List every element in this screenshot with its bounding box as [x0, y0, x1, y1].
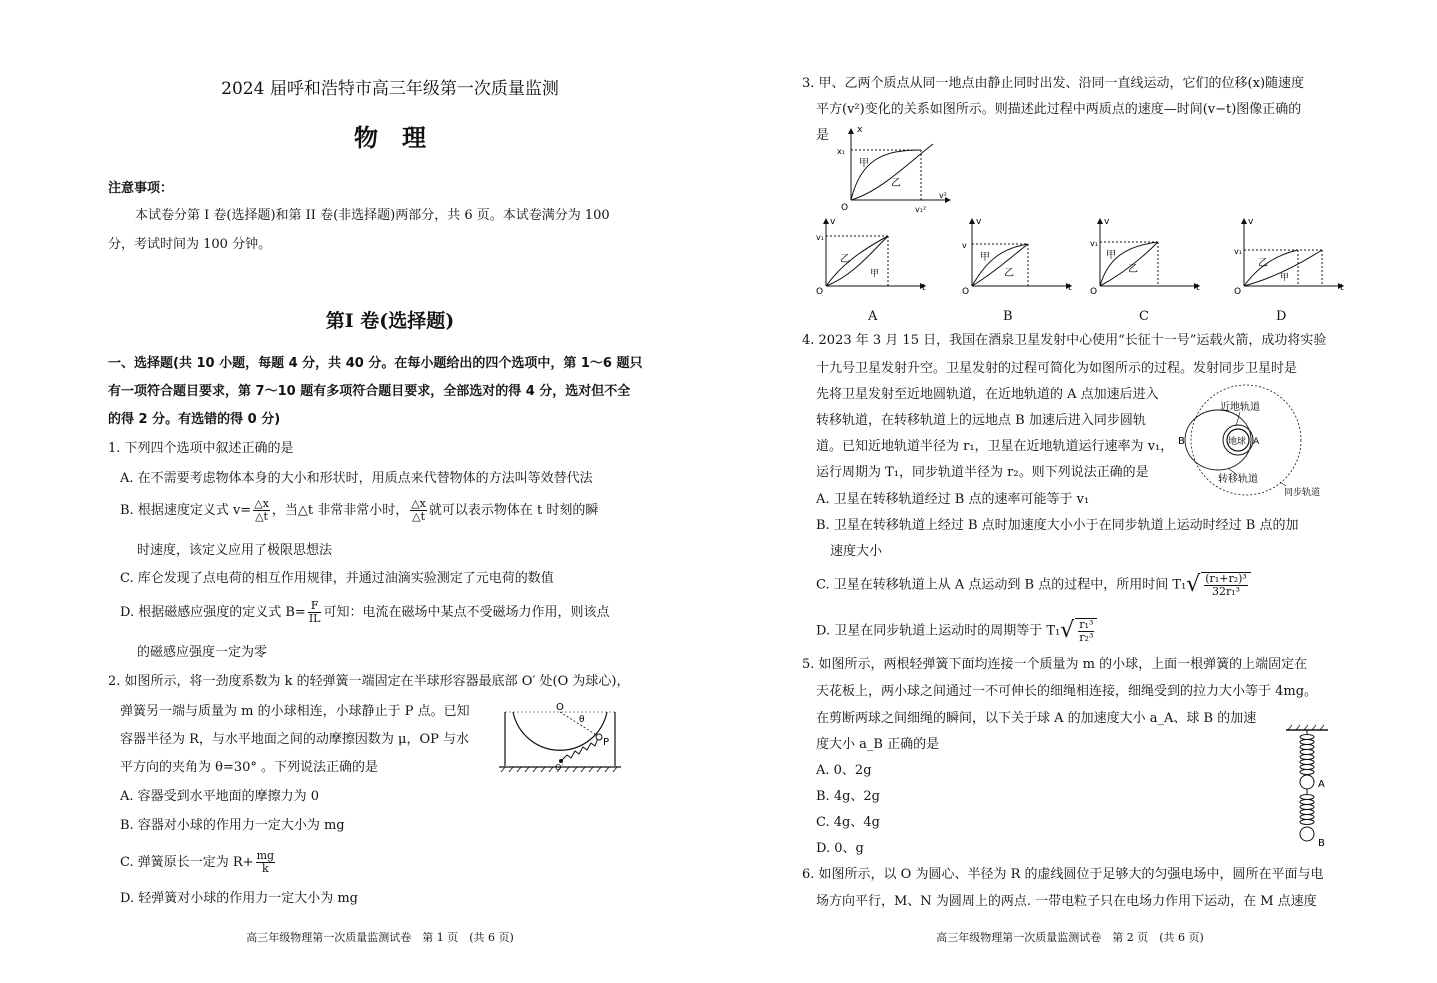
label-yi: 乙 [1258, 258, 1268, 269]
q4-line-3: 先将卫星发射至近地圆轨道，在近地轨道的 A 点加速后进入 [816, 387, 1159, 402]
q4-option-c [816, 572, 1251, 598]
label-transfer-orbit: 转移轨道 [1218, 474, 1258, 485]
label-jia: 甲 [859, 158, 869, 169]
q3-line-1: 3. 甲、乙两个质点从同一地点由静止同时出发、沿同一直线运动，它们的位移(x)随速度 [802, 76, 1305, 91]
q4-option-d [816, 618, 1097, 644]
q2-option-c [120, 850, 277, 875]
q4-line-6: 运行周期为 T₁，同步轨道半径为 r₂。则下列说法正确的是 [816, 465, 1149, 480]
notice-line-2: 分，考试时间为 100 分钟。 [108, 237, 272, 252]
q5-option-d: D. 0、g [816, 841, 864, 856]
q1-b-post: 就可以表示物体在 t 时刻的瞬 [428, 503, 599, 518]
q5-option-c: C. 4g、4g [816, 815, 880, 830]
fraction-dx-dt-2 [410, 498, 427, 523]
q2-line-1: 2. 如图所示，将一劲度系数为 k 的轻弹簧一端固定在半球形容器最底部 O′ 处(O 为球心)， [108, 674, 630, 689]
q1-stem: 1. 下列四个选项中叙述正确的是 [108, 441, 294, 456]
radical-sign: √ [1186, 572, 1201, 597]
footer-page-1: 高三年级物理第一次质量监测试卷 第 1 页 (共 6 页) [246, 931, 514, 944]
sqrt-body [1201, 572, 1251, 598]
q2-line-4: 平方向的夹角为 θ=30° 。下列说法正确的是 [120, 760, 379, 775]
q1-option-a: A. 在不需要考虑物体本身的大小和形状时，用质点来代替物体的方法叫等效替代法 [120, 471, 593, 486]
label-v1: v₁ [816, 233, 824, 242]
label-jia: 甲 [1106, 250, 1116, 261]
label-yi: 乙 [1128, 264, 1138, 275]
q3-line-3: 是 [816, 128, 830, 143]
section-title: 第I 卷(选择题) [325, 310, 455, 332]
fig-label-p: P [603, 737, 610, 748]
q1-option-d-line2: 的磁感应强度一定为零 [137, 645, 268, 660]
label-v1: v₁ [1090, 239, 1098, 248]
q4-orbit-figure [1178, 382, 1328, 500]
label-yi: 乙 [1004, 268, 1014, 279]
q3-option-b-graph [958, 214, 1078, 294]
label-jia: 甲 [870, 269, 880, 279]
q3-label-a: A [868, 309, 878, 324]
fraction [1078, 619, 1094, 644]
q3-x-v2-graph [835, 122, 955, 214]
fig-label-o-prime: O′ [555, 763, 564, 772]
q2-c-pre: C. 弹簧原长一定为 R+ [120, 855, 254, 870]
sqrt-body [1075, 618, 1097, 644]
notice-line-1: 本试卷分第 I 卷(选择题)和第 II 卷(非选择题)两部分，共 6 页。本试卷满分为 100 [135, 208, 610, 223]
axis-v: v [830, 217, 836, 227]
fig-label-o: O [556, 702, 564, 713]
axis-x: x [857, 125, 863, 135]
label-jia: 甲 [1280, 273, 1290, 283]
instruction-line-2: 有一项符合题目要求，第 7～10 题有多项符合题目要求，全部选对的得 4 分，选对但不全 [108, 384, 631, 399]
axis-v: v [1104, 217, 1110, 227]
q1-option-b [120, 498, 598, 523]
q4-line-1: 4. 2023 年 3 月 15 日，我国在酒泉卫星发射中心使用“长征十一号”运载火箭，成功将实验 [802, 333, 1327, 348]
label-ball-b: B [1318, 838, 1325, 849]
q4-c-pre: C. 卫星在转移轨道上从 A 点运动到 B 点的过程中，所用时间 T₁ [816, 577, 1187, 593]
frac-den: r₂³ [1079, 631, 1094, 644]
q4-option-a: A. 卫星在转移轨道经过 B 点的速率可能等于 v₁ [816, 492, 1090, 507]
label-ball-a: A [1318, 779, 1325, 790]
q3-option-d-graph [1230, 214, 1350, 294]
fraction [1204, 573, 1248, 598]
q1-d-post: 可知：电流在磁场中某点不受磁场力作用，则该点 [323, 605, 610, 620]
notice-heading: 注意事项： [108, 181, 174, 196]
label-point-a: A [1253, 437, 1260, 447]
origin-o: O [816, 287, 824, 294]
fraction-dx-dt [253, 498, 270, 523]
q4-d-pre: D. 卫星在同步轨道上运动时的周期等于 T₁ [816, 623, 1061, 639]
q4-line-2: 十九号卫星发射升空。卫星发射的过程可简化为如图所示的过程。发射同步卫星时是 [816, 361, 1298, 376]
axis-t: t [1196, 283, 1200, 293]
axis-t: t [1068, 283, 1072, 293]
origin-o: O [1090, 287, 1098, 294]
q5-line-2: 天花板上，两小球之间通过一不可伸长的细绳相连接，细绳受到的拉力大小等于 4mg。 [816, 684, 1318, 699]
q2-line-3: 容器半径为 R，与水平地面之间的动摩擦因数为 μ，OP 与水 [120, 732, 470, 747]
q1-b-mid: ，当△t 非常非常小时， [271, 503, 409, 518]
frac-num: (r₁+r₂)³ [1205, 572, 1247, 585]
q1-d-pre: D. 根据磁感应强度的定义式 B= [120, 605, 306, 620]
frac-den: △t [412, 510, 425, 523]
q2-option-b: B. 容器对小球的作用力一定大小为 mg [120, 818, 345, 833]
q3-label-b: B [1003, 309, 1013, 324]
q5-line-3: 在剪断两球之间细绳的瞬间，以下关于球 A 的加速度大小 a_A、球 B 的加速 [816, 711, 1257, 726]
frac-num: △x [411, 497, 426, 510]
frac-num: △x [254, 497, 269, 510]
q4-option-b: B. 卫星在转移轨道上经过 B 点时加速度大小小于在同步轨道上运动时经过 B 点的加 [816, 518, 1299, 533]
label-x1: x₁ [837, 147, 845, 156]
label-jia: 甲 [980, 252, 990, 263]
q1-b-pre: B. 根据速度定义式 v= [120, 503, 252, 518]
label-sync-orbit: 同步轨道 [1284, 488, 1321, 498]
q5-option-b: B. 4g、2g [816, 789, 881, 804]
footer-page-2: 高三年级物理第一次质量监测试卷 第 2 页 (共 6 页) [936, 931, 1204, 944]
q2-option-d: D. 轻弹簧对小球的作用力一定大小为 mg [120, 891, 359, 906]
q3-option-c-graph [1086, 214, 1206, 294]
fig-label-theta: θ [579, 715, 585, 725]
label-point-b: B [1178, 436, 1185, 447]
q5-line-4: 度大小 a_B 正确的是 [816, 737, 940, 752]
axis-v: v [976, 217, 982, 227]
frac-num: r₁³ [1079, 618, 1094, 631]
axis-v2: v² [939, 191, 947, 200]
label-near-orbit: 近地轨道 [1220, 402, 1260, 413]
q3-label-c: C [1139, 309, 1149, 324]
label-earth: 地球 [1228, 437, 1247, 447]
q1-option-c: C. 库仑发现了点电荷的相互作用规律，并通过油滴实验测定了元电荷的数值 [120, 571, 554, 586]
origin-o: O [962, 287, 970, 294]
q6-line-2: 场方向平行，M、N 为圆周上的两点. 一带电粒子只在电场力作用下运动，在 M 点速度 [816, 894, 1317, 909]
label-v1-sq: v₁² [915, 205, 927, 214]
q4-line-4: 转移轨道，在转移轨道上的远地点 B 加速后进入同步圆轨 [816, 413, 1146, 428]
axis-v: v [1248, 217, 1254, 227]
q3-option-a-graph [812, 214, 932, 294]
q4-option-b-line2: 速度大小 [830, 544, 883, 559]
frac-den: k [261, 862, 269, 875]
origin-o: O [841, 203, 849, 213]
label-v: v [962, 241, 967, 250]
q5-option-a: A. 0、2g [816, 763, 872, 778]
exam-title: 2024 届呼和浩特市高三年级第一次质量监测 [221, 79, 559, 99]
frac-den: IL [308, 612, 321, 625]
frac-num: mg [256, 849, 275, 862]
q1-option-b-line2: 时速度，该定义应用了极限思想法 [137, 543, 333, 558]
fraction-mg-k [256, 850, 275, 875]
frac-den: 32r₁³ [1212, 585, 1241, 598]
q6-line-1: 6. 如图所示，以 O 为圆心、半径为 R 的虚线圆位于足够大的匀强电场中，圆所在平面与电 [802, 867, 1324, 882]
subject-title: 物 理 [354, 123, 426, 152]
radical-sign: √ [1060, 618, 1075, 643]
q3-label-d: D [1276, 309, 1287, 324]
frac-den: △t [255, 510, 268, 523]
label-yi: 乙 [891, 178, 901, 189]
origin-o: O [1234, 287, 1242, 294]
instruction-line-1: 一、选择题(共 10 小题，每题 4 分，共 40 分。在每小题给出的四个选项中，第 1～6 题只 [108, 356, 643, 371]
fraction-f-il [308, 600, 322, 625]
axis-t: t [1340, 283, 1344, 293]
q5-spring-figure [1280, 724, 1340, 850]
q5-line-1: 5. 如图所示，两根轻弹簧下面均连接一个质量为 m 的小球，上面一根弹簧的上端固定在 [802, 657, 1308, 672]
q3-line-2: 平方(v²)变化的关系如图所示。则描述此过程中两质点的速度—时间(v−t)图像正确的 [816, 102, 1302, 117]
q2-option-a: A. 容器受到水平地面的摩擦力为 0 [120, 789, 320, 804]
q2-line-2: 弹簧另一端与质量为 m 的小球相连，小球静止于 P 点。已知 [120, 704, 470, 719]
label-yi: 乙 [840, 254, 850, 265]
instruction-line-3: 的得 2 分。有选错的得 0 分) [108, 412, 281, 427]
q2-hemisphere-figure [495, 698, 625, 778]
q4-line-5: 道。已知近地轨道半径为 r₁，卫星在近地轨道运行速率为 v₁， [816, 439, 1174, 454]
label-v1: v₁ [1234, 247, 1242, 256]
q1-option-d [120, 600, 609, 625]
frac-num: F [308, 600, 322, 613]
axis-t: t [922, 283, 926, 293]
